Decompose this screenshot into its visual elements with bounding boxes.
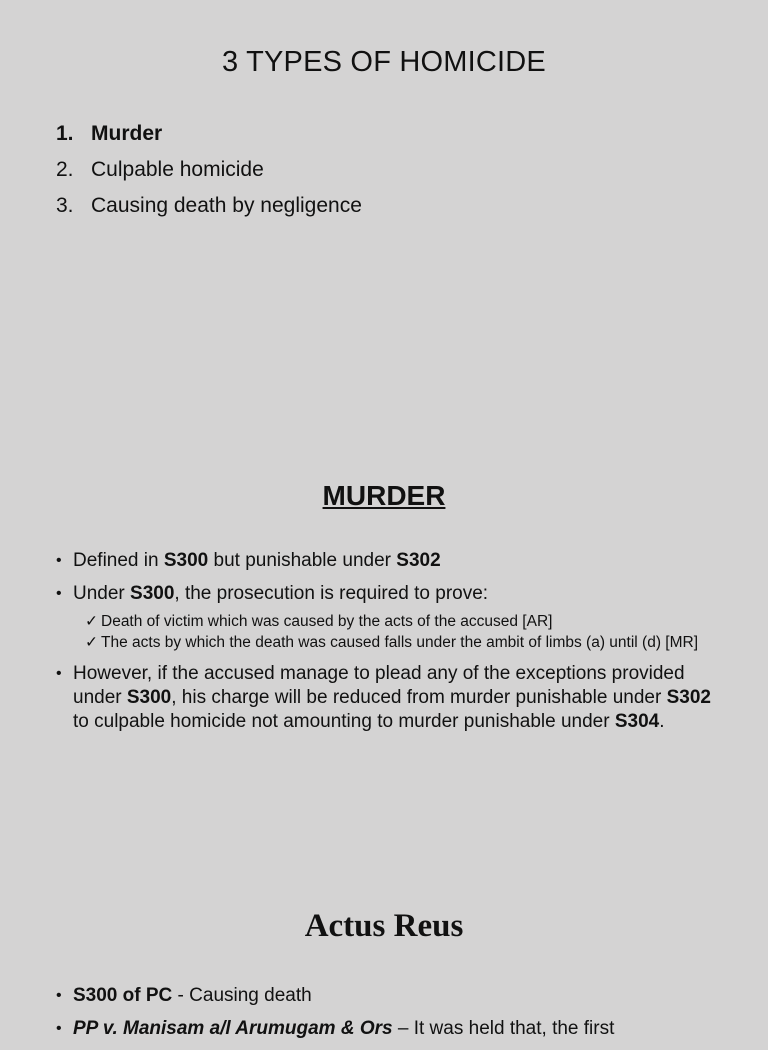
- actus-reus-bullet-list: [56, 984, 756, 1050]
- slide-types-of-homicide: [0, 0, 768, 300]
- sub-bullet-item: ✓ The acts by which the death was caused falls under the ambit of limbs (a) until (d) [MR]: [85, 634, 699, 651]
- slide-title: 3 TYPES OF HOMICIDE: [222, 46, 546, 78]
- sub-bullet-list: [73, 610, 716, 653]
- murder-bullet-list: [56, 549, 716, 743]
- list-item: 3. Causing death by negligence: [56, 194, 362, 217]
- bullet-item: • Defined in S300 but punishable under S302: [56, 549, 716, 573]
- list-item: 1. Murder: [56, 122, 163, 145]
- bullet-item: • PP v. Manisam a/l Arumugam & Ors – It was held that, the first: [56, 1017, 756, 1041]
- homicide-types-list: [56, 116, 362, 224]
- bullet-item: • S300 of PC - Causing death: [56, 984, 756, 1008]
- bullet-item: • Under S300, the prosecution is required to prove: ✓ Death of victim which was caused by the acts of the accused [AR] ✓ The acts by which the death was caused falls under the ambit of limbs (a) until (d) [MR]: [56, 582, 716, 653]
- slide-title: MURDER: [322, 480, 446, 511]
- sub-bullet-item: ✓ Death of victim which was caused by the acts of the accused [AR]: [73, 610, 716, 633]
- checkmark-icon: ✓: [85, 613, 98, 630]
- bullet-item: • However, if the accused manage to plead any of the exceptions provided under S300, his charge will be reduced from murder punishable under S302 to culpable homicide not amounting to murder punishable under S304.: [56, 662, 716, 734]
- slide-title: Actus Reus: [304, 908, 464, 944]
- checkmark-icon: ✓: [85, 634, 98, 651]
- list-item: 2. Culpable homicide: [56, 158, 264, 181]
